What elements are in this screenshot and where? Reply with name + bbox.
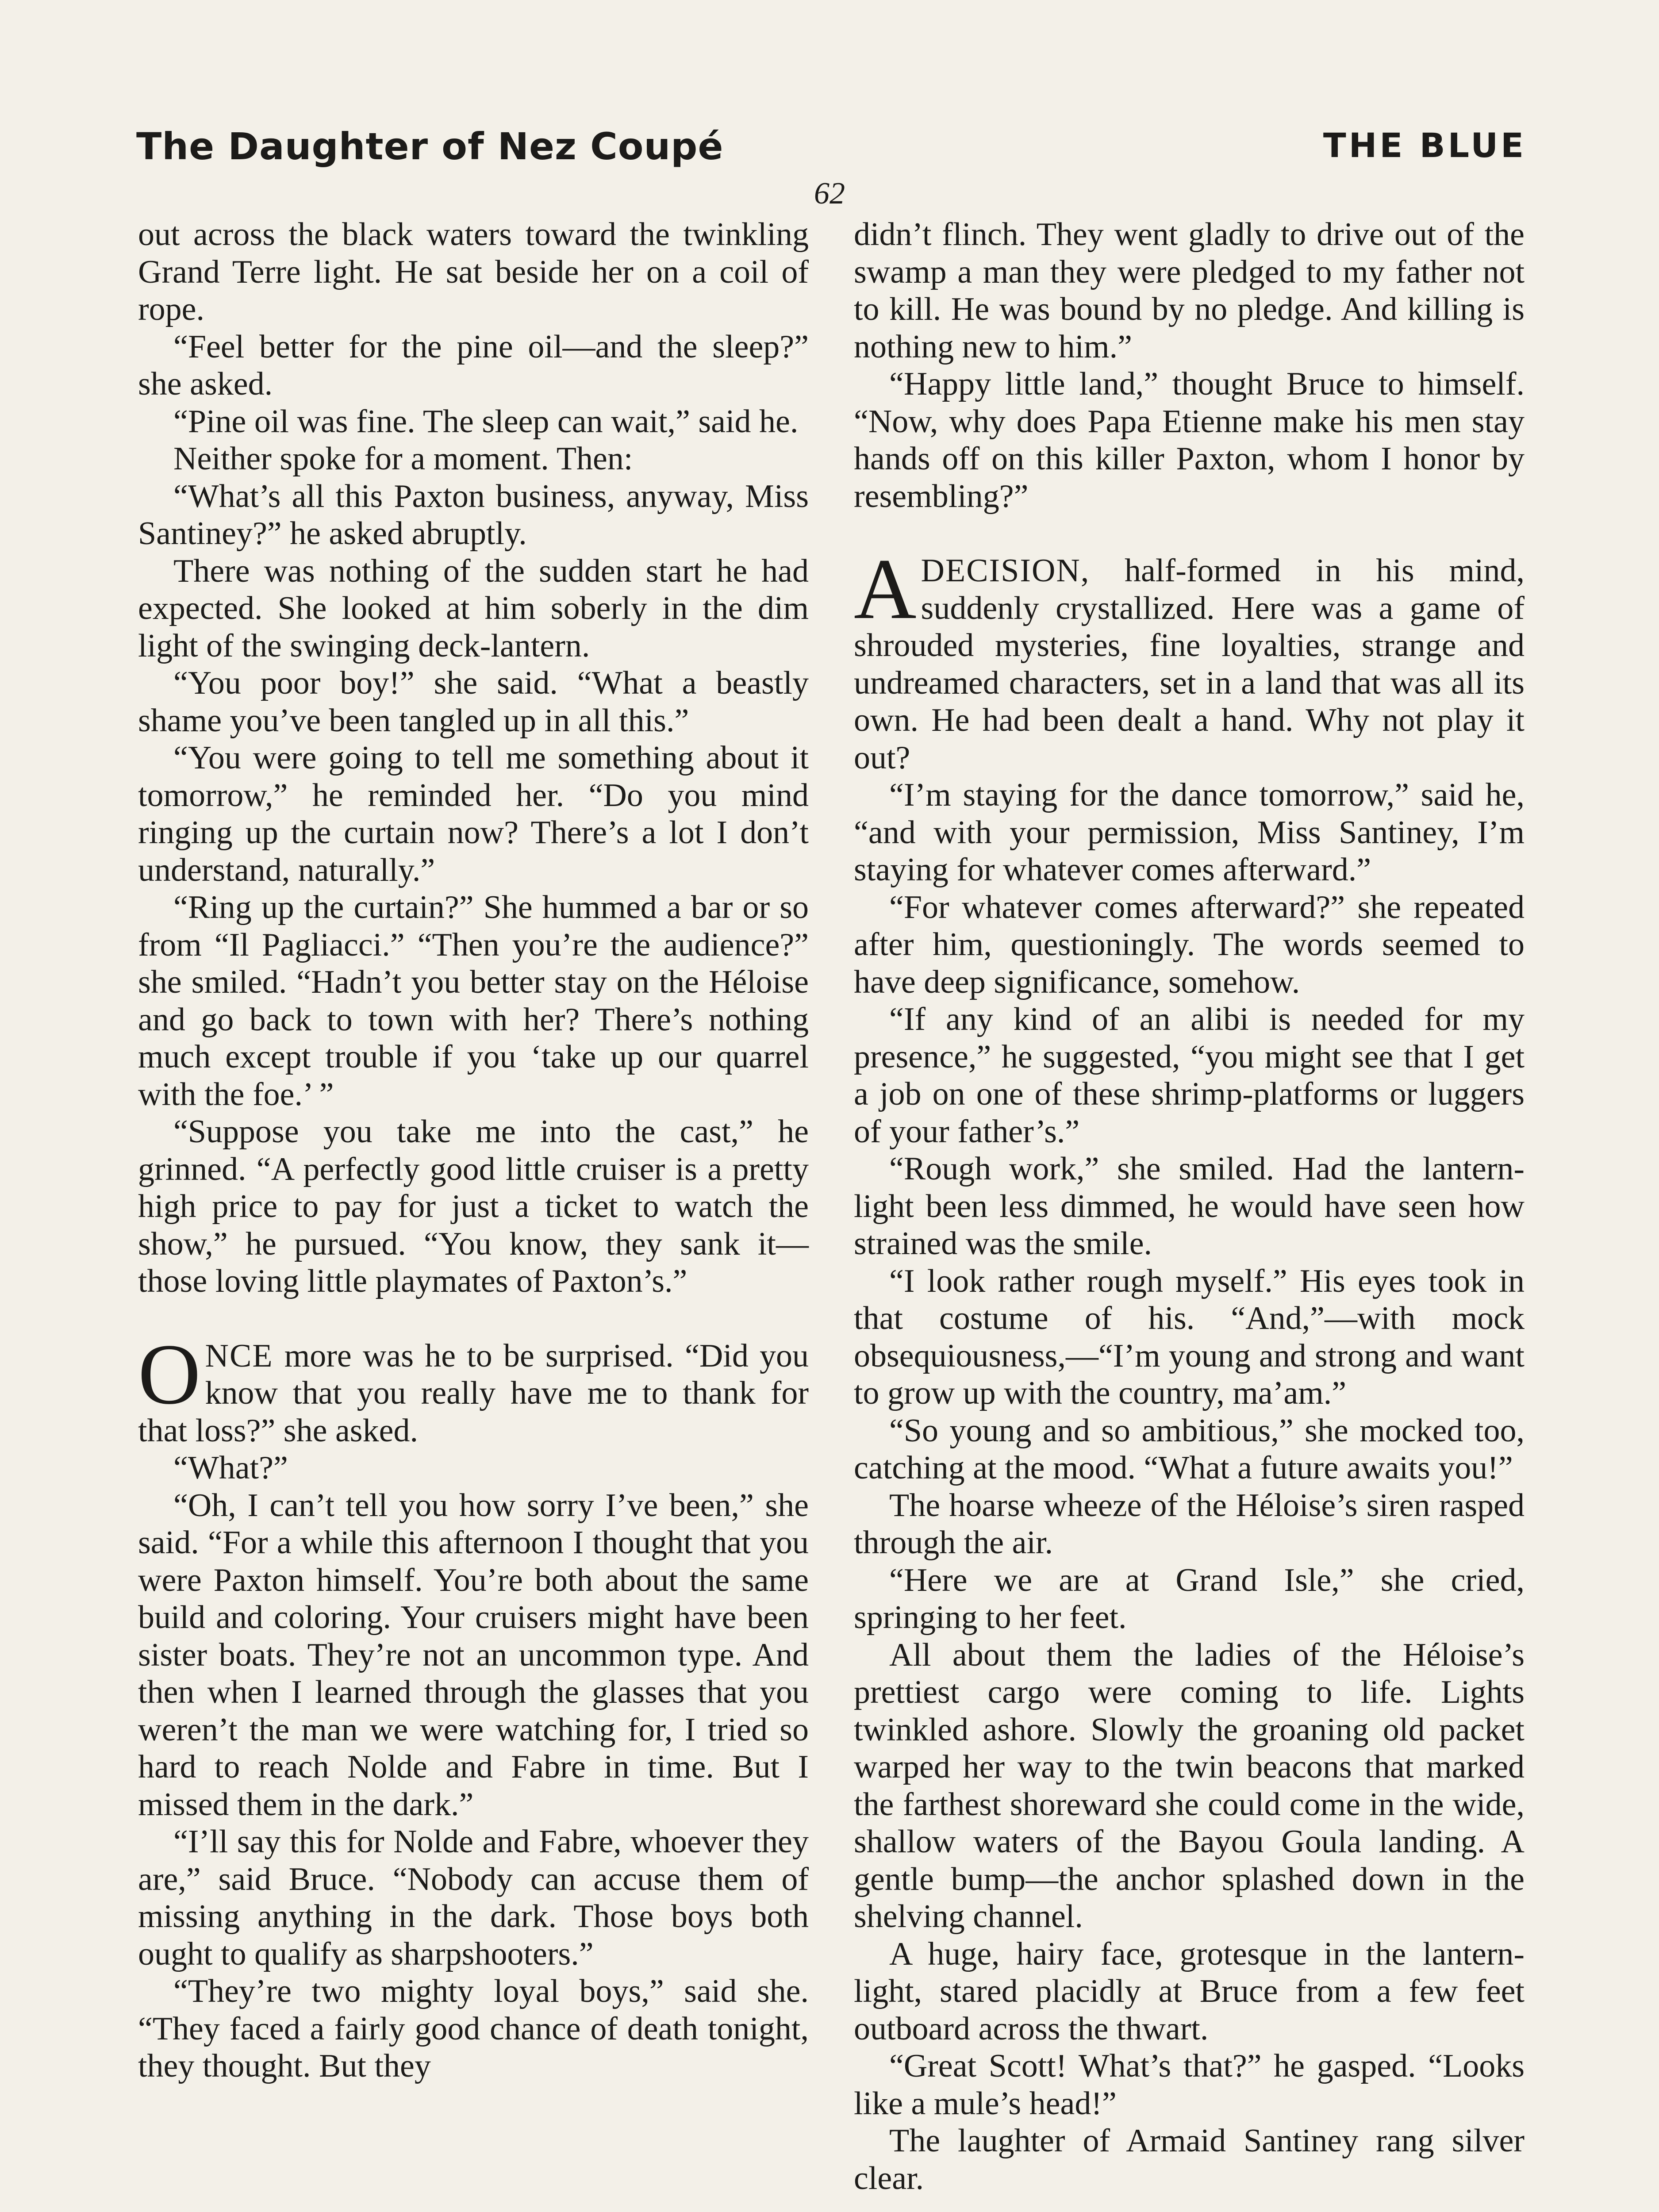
paragraph: There was nothing of the sudden start he had expected. She looked at him soberly in the dim light of the swinging deck-lantern. [138,553,809,664]
section-opening-paragraph [138,1326,809,1450]
paragraph: Neither spoke for a moment. Then: [173,441,633,477]
paragraph: “What’s all this Paxton business, anyway, Miss Santiney?” he asked abruptly. [138,478,809,552]
paragraph: “Ring up the curtain?” She hummed a bar or so from “Il Pagliacci.” “Then you’re the audience?” she smiled. “Hadn’t you better stay on the Héloise and go back to town with her? There’s nothing much except trouble if you ‘take up our quarrel with the foe.’ ” [138,889,809,1113]
paragraph: “You were going to tell me something about it tomorrow,” he reminded her. “Do you mind ringing up the curtain now? There’s a lot I don’t understand, naturally.” [138,740,809,888]
paragraph: All about them the ladies of the Héloise’s prettiest cargo were coming to life. Lights twinkled ashore. Slowly the groaning old packet warped her way to the twin beacons that marked the farthest shoreward she could come in the wide, shallow waters of the Bayou Goula landing. A gentle bump—the anchor splashed down in the shelving channel. [854,1636,1525,1935]
paragraph: “I look rather rough myself.” His eyes took in that costume of his. “And,”—with mock obsequiousness,—“I’m young and strong and want to grow up with the country, ma’am.” [854,1263,1525,1411]
paragraph: “For whatever comes afterward?” she repeated after him, questioningly. The words seemed to have deep significance, somehow. [854,889,1525,1000]
magazine-name: THE BLUE [1323,126,1526,165]
paragraph: “Feel better for the pine oil—and the sleep?” she asked. [138,328,809,402]
paragraph: out across the black waters toward the twinkling Grand Terre light. He sat beside her on a coil of rope. [138,216,809,327]
story-title: The Daughter of Nez Coupé [136,125,724,168]
section-opening-paragraph [854,541,1525,776]
paragraph: “What?” [173,1450,288,1486]
paragraph: “You poor boy!” she said. “What a beastly shame you’ve been tangled up in all this.” [138,665,809,739]
right-column [854,216,1525,2197]
paragraph: “Suppose you take me into the cast,” he grinned. “A perfectly good little cruiser is a pretty high price to pay for just a ticket to watch the show,” he pursued. “You know, they sank it—those loving little playmates of Paxton’s.” [138,1114,809,1299]
paragraph: “Here we are at Grand Isle,” she cried, springing to her feet. [854,1562,1525,1636]
small-caps-lead: NCE [205,1337,273,1374]
drop-cap: O [138,1326,201,1422]
section-opening-text: more was he to be surprised. “Did you know that you really have me to thank for that loss?” she asked. [138,1337,809,1449]
paragraph: “Great Scott! What’s that?” he gasped. “Looks like a mule’s head!” [854,2048,1525,2122]
paragraph: “They’re two mighty loyal boys,” said she. “They faced a fairly good chance of death tonight, they thought. But they [138,1973,809,2084]
paragraph: “If any kind of an alibi is needed for my presence,” he suggested, “you might see that I get a job on one of these shrimp-platforms or luggers of your father’s.” [854,1001,1525,1150]
left-column [138,216,809,2085]
paragraph: “So young and so ambitious,” she mocked too, catching at the mood. “What a future awaits you!” [854,1412,1525,1486]
paragraph: “I’m staying for the dance tomorrow,” said he, “and with your permission, Miss Santiney, I’m staying for whatever comes afterward.” [854,777,1525,888]
paragraph: “Oh, I can’t tell you how sorry I’ve been,” she said. “For a while this afternoon I thought that you were Paxton himself. You’re both about the same build and coloring. Your cruisers might have been sister boats. They’re not an uncommon type. And then when I learned through the glasses that you weren’t the man we were watching for, I tried so hard to reach Nolde and Fabre in time. But I missed them in the dark.” [138,1487,809,1823]
paragraph: “Happy little land,” thought Bruce to himself. “Now, why does Papa Etienne make his men stay hands off on this killer Paxton, whom I honor by resembling?” [854,366,1525,515]
paragraph: didn’t flinch. They went gladly to drive out of the swamp a man they were pledged to my father not to kill. He was bound by no pledge. And killing is nothing new to him.” [854,216,1525,365]
paragraph: “Pine oil was fine. The sleep can wait,” said he. [173,403,799,440]
paragraph: A huge, hairy face, grotesque in the lantern-light, stared placidly at Bruce from a few feet outboard across the thwart. [854,1936,1525,2047]
paragraph: “Rough work,” she smiled. Had the lantern-light been less dimmed, he would have seen how strained was the smile. [854,1151,1525,1262]
paragraph: The laughter of Armaid Santiney rang silver clear. [854,2123,1525,2197]
paragraph: The hoarse wheeze of the Héloise’s siren rasped through the air. [854,1487,1525,1561]
drop-cap: A [854,541,917,637]
paragraph: “I’ll say this for Nolde and Fabre, whoever they are,” said Bruce. “Nobody can accuse them of missing anything in the dark. Those boys both ought to qualify as sharpshooters.” [138,1824,809,1972]
page-number: 62 [814,177,845,211]
section-opening-text: half-formed in his mind, suddenly crystallized. Here was a game of shrouded mysteries, fine loyalties, strange and undreamed characters, set in a land that was all its own. He had been dealt a hand. Why not play it out? [854,553,1525,776]
small-caps-lead: DECISION, [921,553,1090,589]
